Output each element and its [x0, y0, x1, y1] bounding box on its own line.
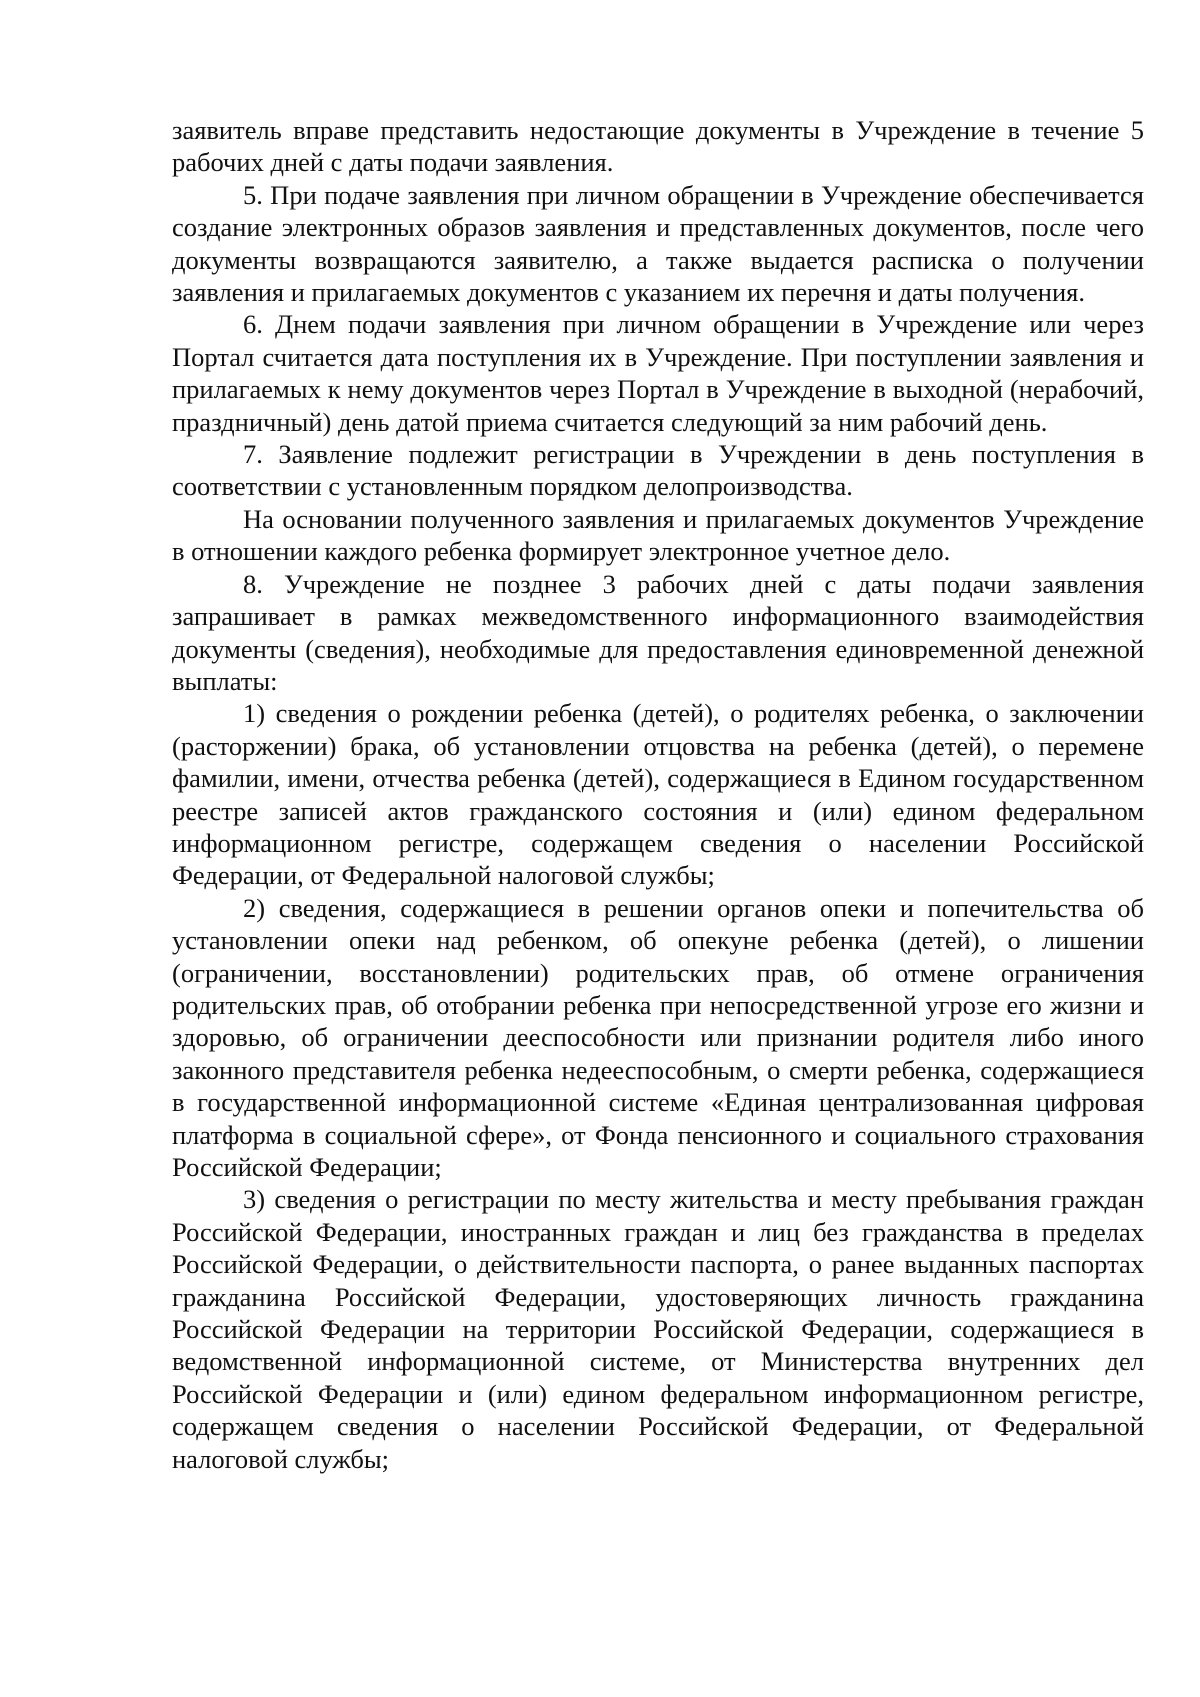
list-item-2: 2) сведения, содержащиеся в решении органов опеки и попечительства об установлении опеки над ребенком, об опекуне ребенка (детей), о лишении (ограничении, восстановлении) родительских прав, об отмене ограничения родительских прав, об отобрании ребенка при непосредственной угрозе его жизни и здоровью, об ограничении дееспособности или признании родителя либо иного законного представителя ребенка недееспособным, о смерти ребенка, содержащиеся в государственной информационной системе «Единая централизованная цифровая платформа в социальной сфере», от Фонда пенсионного и социального страхования Российской Федерации;	[172, 892, 1144, 1182]
paragraph-item-6: 6. Днем подачи заявления при личном обращении в Учреждение или через Портал считается дата поступления их в Учреждение. При поступлении заявления и прилагаемых к нему документов через Портал в Учреждение в выходной (нерабочий, праздничный) день датой приема считается следующий за ним рабочий день.	[172, 309, 1144, 437]
paragraph-item-5: 5. При подаче заявления при личном обращении в Учреждение обеспечивается создание электронных образов заявления и представленных документов, после чего документы возвращаются заявителю, а также выдается расписка о получении заявления и прилагаемых документов с указанием их перечня и даты получения.	[172, 179, 1144, 308]
paragraph-continuation: заявитель вправе представить недостающие документы в Учреждение в течение 5 рабочих дней с даты подачи заявления.	[172, 115, 1144, 178]
paragraph-item-8: 8. Учреждение не позднее 3 рабочих дней с даты подачи заявления запрашивает в рамках межведомственного информационного взаимодействия документы (сведения), необходимые для предоставления единовременной денежной выплаты:	[172, 568, 1144, 696]
list-item-3: 3) сведения о регистрации по месту жительства и месту пребывания граждан Российской Федерации, иностранных граждан и лиц без гражданства в пределах Российской Федерации, о действительности паспорта, о ранее выданных паспортах гражданина Российской Федерации, удостоверяющих личность гражданина Российской Федерации на территории Российской Федерации, содержащиеся в ведомственной информационной системе, от Министерства внутренних дел Российской Федерации и (или) едином федеральном информационном регистре, содержащем сведения о населении Российской Федерации, от Федеральной налоговой службы;	[172, 1184, 1144, 1474]
paragraph-item-7: 7. Заявление подлежит регистрации в Учреждении в день поступления в соответствии с установленным порядком делопроизводства.	[172, 439, 1144, 502]
list-item-1: 1) сведения о рождении ребенка (детей), о родителях ребенка, о заключении (расторжении) брака, об установлении отцовства на ребенка (детей), о перемене фамилии, имени, отчества ребенка (детей), содержащиеся в Едином государственном реестре записей актов гражданского состояния и (или) едином федеральном информационном регистре, содержащем сведения о населении Российской Федерации, от Федеральной налоговой службы;	[172, 698, 1144, 891]
document-body	[172, 114, 1144, 1475]
paragraph-electronic-case: На основании полученного заявления и прилагаемых документов Учреждение в отношении каждого ребенка формирует электронное учетное дело.	[172, 503, 1144, 567]
